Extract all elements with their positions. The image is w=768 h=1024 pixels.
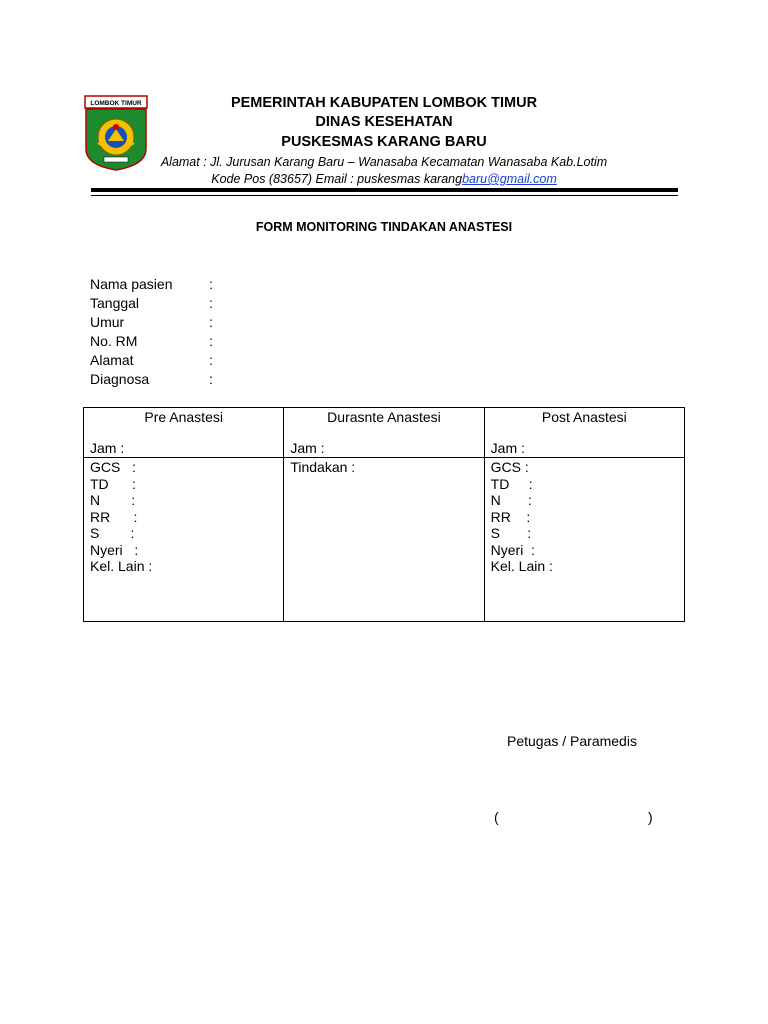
field-label-nama-pasien: Nama pasien [90, 276, 173, 292]
signer-role: Petugas / Paramedis [507, 733, 637, 749]
durante-anastesi-cell[interactable] [284, 458, 484, 622]
durante-anastesi-jam: Jam : [290, 440, 325, 456]
field-colon: : [209, 352, 213, 368]
post-n: N : [490, 492, 532, 508]
during-tindakan: Tindakan : [290, 459, 356, 475]
header-contact [0, 171, 768, 187]
postal-email-text: Kode Pos (83657) Email : puskesmas karang [211, 172, 463, 186]
field-colon: : [209, 276, 213, 292]
pre-kel-lain: Kel. Lain : [90, 558, 153, 574]
signature-open-paren: ( [494, 809, 499, 825]
table-header-row [84, 408, 685, 458]
post-s: S : [490, 525, 532, 541]
field-colon: : [209, 371, 213, 387]
pre-td: TD : [90, 475, 136, 492]
post-anastesi-header [484, 408, 684, 458]
table-body-row [84, 458, 685, 622]
pre-anastesi-jam: Jam : [90, 440, 125, 456]
pre-nyeri: Nyeri : [90, 541, 139, 558]
field-colon: : [209, 314, 213, 330]
field-label-diagnosa: Diagnosa [90, 371, 150, 387]
post-anastesi-jam: Jam : [490, 440, 525, 456]
field-label-no-rm: No. RM [90, 333, 138, 349]
pre-rr: RR : [90, 508, 138, 525]
pre-n: N : [90, 492, 136, 508]
header-puskesmas: PUSKESMAS KARANG BARU [281, 134, 487, 150]
email-link[interactable]: baru@gmail.com [462, 172, 557, 186]
field-label-tanggal: Tanggal [90, 295, 140, 311]
header-government: PEMERINTAH KABUPATEN LOMBOK TIMUR [230, 95, 538, 111]
pre-gcs: GCS : [90, 459, 136, 475]
post-td: TD : [490, 475, 533, 492]
field-colon: : [209, 333, 213, 349]
signature-close-paren: ) [648, 809, 653, 825]
header-address: Alamat : Jl. Jurusan Karang Baru – Wanasaba Kecamatan Wanasaba Kab.Lotim [160, 155, 608, 169]
pre-anastesi-header [84, 408, 284, 458]
post-anastesi-title: Post Anastesi [541, 409, 627, 425]
header-department: DINAS KESEHATAN [315, 114, 453, 130]
pre-anastesi-title: Pre Anastesi [144, 409, 223, 425]
field-label-umur: Umur [90, 314, 125, 330]
header-rule-thick [91, 188, 678, 192]
logo-caption: LOMBOK TIMUR [90, 100, 142, 107]
header-rule-thin [91, 195, 678, 196]
pre-s: S : [90, 525, 135, 541]
pre-anastesi-cell[interactable] [84, 458, 284, 622]
field-colon: : [209, 295, 213, 311]
post-kel-lain: Kel. Lain : [490, 558, 553, 574]
monitoring-table [83, 407, 685, 622]
durante-anastesi-header [284, 408, 484, 458]
post-nyeri: Nyeri : [490, 541, 535, 558]
field-label-alamat: Alamat [90, 352, 134, 368]
post-rr: RR : [490, 508, 531, 525]
form-title: FORM MONITORING TINDAKAN ANASTESI [255, 220, 513, 234]
post-anastesi-cell[interactable] [484, 458, 684, 622]
post-gcs: GCS : [490, 459, 529, 475]
durante-anastesi-title: Durasnte Anastesi [327, 409, 441, 425]
